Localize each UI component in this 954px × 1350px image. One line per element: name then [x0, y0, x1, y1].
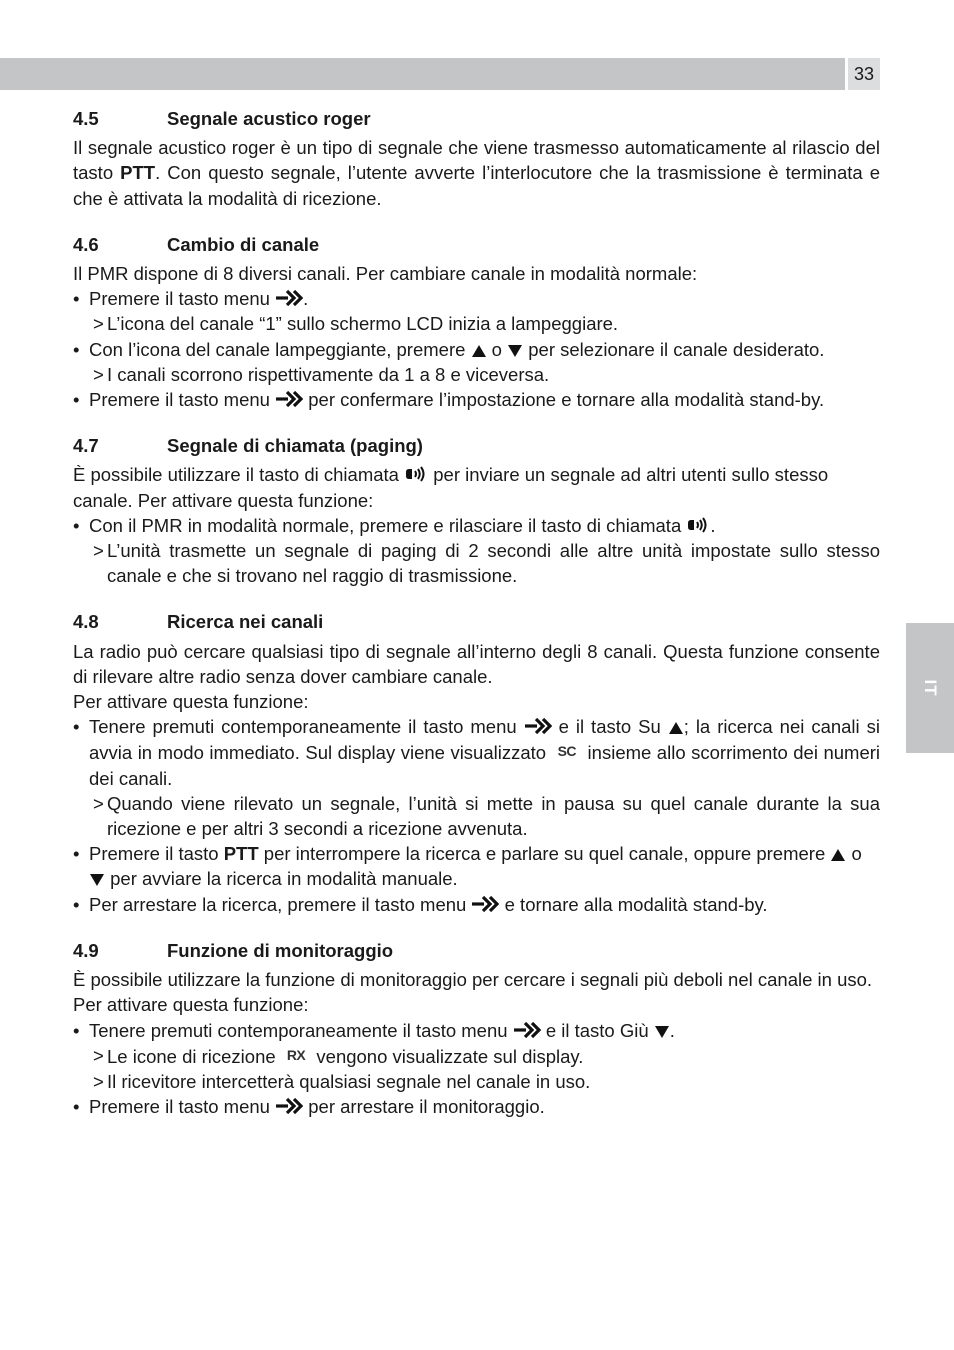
list-item	[73, 387, 880, 412]
language-tab-label: IT	[921, 679, 940, 697]
list-item	[73, 1094, 880, 1119]
list-item	[73, 337, 880, 362]
list-item	[73, 286, 880, 311]
up-triangle-icon	[830, 847, 846, 863]
text: vengono visualizzate sul display.	[311, 1045, 584, 1067]
section-heading	[73, 938, 880, 963]
menu-arrow-icon	[513, 1020, 541, 1040]
section-4-5	[73, 106, 880, 211]
down-triangle-icon	[654, 1024, 670, 1040]
paragraph: Per attivare questa funzione:	[73, 691, 309, 713]
language-tab	[906, 623, 954, 753]
paragraph	[73, 135, 880, 211]
section-4-9	[73, 938, 880, 1119]
section-title: Funzione di monitoraggio	[167, 939, 394, 961]
text: insieme allo scorrimento dei numeri dei canali.	[89, 742, 881, 789]
list-item	[73, 892, 880, 917]
text: Con il PMR in modalità normale, premere e rilasciare il tasto di chiamata	[89, 514, 687, 536]
section-4-6	[73, 232, 880, 412]
section-heading	[73, 609, 880, 634]
section-number: 4.8	[73, 611, 99, 633]
text: o	[486, 338, 508, 360]
result-item: > L’unità trasmette un segnale di paging di 2 secondi alle altre unità impostate sullo stesso canale e che si trovano nel raggio di trasmissione.	[73, 538, 880, 588]
section-heading	[73, 232, 880, 257]
section-number: 4.9	[73, 939, 99, 961]
menu-arrow-icon	[275, 1096, 303, 1116]
list-item	[73, 1018, 880, 1043]
result-item: > Il ricevitore intercetterà qualsiasi segnale nel canale in uso.	[73, 1069, 880, 1094]
result-item	[73, 1043, 880, 1069]
text: per arrestare il monitoraggio.	[303, 1096, 545, 1118]
text: .	[669, 1019, 675, 1041]
list-item	[73, 714, 880, 791]
page-content	[73, 106, 880, 1140]
down-triangle-icon	[89, 872, 105, 888]
text: e il tasto Su	[551, 716, 668, 738]
paragraph: Il PMR dispone di 8 diversi canali. Per cambiare canale in modalità normale:	[73, 263, 698, 285]
section-title: Ricerca nei canali	[167, 611, 324, 633]
text: per inviare un segnale ad altri utenti sullo stesso canale. Per attivare questa funzione:	[73, 464, 829, 511]
rx-display-icon: RX	[286, 1046, 306, 1063]
menu-arrow-icon	[275, 389, 303, 409]
result-item: > L’icona del canale “1” sullo schermo LCD inizia a lampeggiare.	[73, 311, 880, 336]
section-title: Segnale acustico roger	[167, 108, 371, 129]
text: per avviare la ricerca in modalità manuale.	[105, 868, 458, 890]
menu-arrow-icon	[275, 288, 303, 308]
paragraph: La radio può cercare qualsiasi tipo di segnale all’interno degli 8 canali. Questa funzione consente di rilevare altre radio senza dover cambiare canale.	[73, 640, 880, 687]
text: Tenere premuti contemporaneamente il tasto menu	[89, 1019, 513, 1041]
text: Premere il tasto menu	[89, 1096, 276, 1118]
result-item: > Quando viene rilevato un segnale, l’unità si mette in pausa su quel canale durante la sua ricezione e per altri 3 secondi a ricezione avvenuta.	[73, 791, 880, 841]
result-item: > I canali scorrono rispettivamente da 1 a 8 e viceversa.	[73, 362, 880, 387]
section-4-8	[73, 609, 880, 916]
text: ; la ricerca nei canali si avvia in modo immediato. Sul display viene visualizzato	[89, 716, 880, 764]
header-bar	[0, 58, 845, 90]
text: Con l’icona del canale lampeggiante, premere	[89, 338, 471, 360]
text: Tenere premuti contemporaneamente il tasto menu	[89, 716, 524, 738]
text: per interrompere la ricerca e parlare su quel canale, oppure premere	[258, 843, 831, 865]
section-title: Segnale di chiamata (paging)	[167, 435, 423, 457]
text: Le icone di ricezione	[107, 1045, 281, 1067]
menu-arrow-icon	[471, 894, 499, 914]
text: Premere il tasto menu	[89, 389, 276, 411]
call-key-icon	[404, 466, 428, 484]
text: Premere il tasto menu	[89, 288, 276, 310]
section-heading	[73, 433, 880, 458]
text: .	[303, 288, 309, 310]
paragraph	[73, 462, 880, 512]
ptt-key-label: PTT	[120, 162, 156, 184]
sc-display-icon: SC	[557, 743, 577, 760]
text: È possibile utilizzare il tasto di chiamata	[73, 464, 405, 486]
section-title: Cambio di canale	[167, 233, 320, 255]
list-item	[73, 841, 880, 891]
text: e il tasto Giù	[540, 1019, 654, 1041]
text: . Con questo segnale, l’utente avverte l’interlocutore che la trasmissione è terminata e che è attivata la modalità di ricezione.	[73, 162, 881, 209]
text: per confermare l’impostazione e tornare alla modalità stand-by.	[303, 389, 825, 411]
section-number: 4.7	[73, 435, 99, 457]
up-triangle-icon	[668, 720, 684, 736]
paragraph: È possibile utilizzare la funzione di monitoraggio per cercare i segnali più deboli nel canale in uso.	[73, 969, 873, 991]
text: per selezionare il canale desiderato.	[523, 338, 825, 360]
text: Il segnale acustico roger è un tipo di segnale che viene trasmesso automaticamente al rilascio del tasto	[73, 137, 880, 184]
page-number: 33	[848, 58, 880, 90]
call-key-icon	[686, 517, 710, 535]
text: .	[710, 514, 716, 536]
list-item	[73, 513, 880, 538]
section-number: 4.6	[73, 233, 99, 255]
section-number: 4.5	[73, 108, 99, 129]
text: o	[846, 843, 862, 865]
section-heading	[73, 106, 880, 131]
paragraph: Per attivare questa funzione:	[73, 994, 309, 1016]
down-triangle-icon	[507, 343, 523, 359]
text: e tornare alla modalità stand-by.	[499, 893, 768, 915]
up-triangle-icon	[471, 343, 487, 359]
ptt-key-label: PTT	[223, 843, 259, 865]
menu-arrow-icon	[524, 716, 552, 736]
text: Per arrestare la ricerca, premere il tasto menu	[89, 893, 472, 915]
section-4-7	[73, 433, 880, 588]
text: Premere il tasto	[89, 843, 224, 865]
